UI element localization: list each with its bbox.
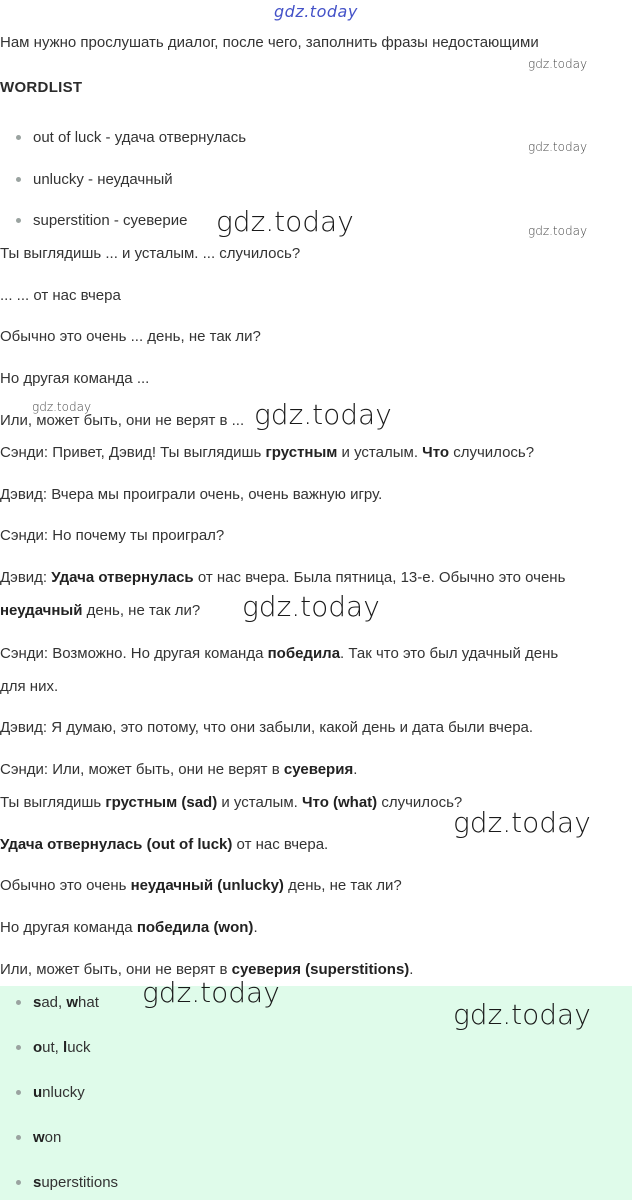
- watermark-small-2: gdz.today: [528, 140, 588, 154]
- answer-list-item: out, luck: [0, 1038, 91, 1058]
- answer-sentence: Обычно это очень неудачный (unlucky) день, не так ли?: [0, 877, 402, 894]
- bullet-icon: [16, 1000, 21, 1005]
- dialog-line: Дэвид: Вчера мы проиграли очень, очень важную игру.: [0, 486, 383, 503]
- bullet-icon: [16, 1045, 21, 1050]
- dialog-line: для них.: [0, 678, 59, 695]
- watermark-big-3: gdz.today: [242, 590, 380, 623]
- gap-sentence: Обычно это очень ... день, не так ли?: [0, 328, 261, 345]
- dialog-line: Дэвид: Я думаю, это потому, что они забыли, какой день и дата были вчера.: [0, 719, 534, 736]
- dialog-line: неудачный день, не так ли?: [0, 602, 201, 619]
- watermark-small-1: gdz.today: [528, 57, 588, 71]
- answer-list-item: superstitions: [0, 1173, 118, 1193]
- watermark-big-6: gdz.today: [453, 998, 591, 1031]
- dialog-line: Сэнди: Возможно. Но другая команда победила. Так что это был удачный день: [0, 645, 559, 662]
- answer-list-item: won: [0, 1128, 61, 1148]
- answer-sentence: Но другая команда победила (won).: [0, 919, 258, 936]
- answer-sentence: Ты выглядишь грустным (sad) и усталым. Что (what) случилось?: [0, 794, 463, 811]
- answer-list-item: unlucky: [0, 1083, 85, 1103]
- watermark-big-1: gdz.today: [216, 205, 354, 238]
- intro-text: Нам нужно прослушать диалог, после чего, заполнить фразы недостающими: [0, 34, 539, 51]
- watermark-big-2: gdz.today: [254, 398, 392, 431]
- dialog-line: Сэнди: Или, может быть, они не верят в суеверия.: [0, 761, 358, 778]
- wordlist-item: [0, 128, 246, 148]
- wordlist-item-text: unlucky - неудачный: [33, 171, 173, 188]
- bullet-icon: [16, 135, 21, 140]
- dialog-line: Сэнди: Привет, Дэвид! Ты выглядишь грустным и усталым. Что случилось?: [0, 444, 535, 461]
- gap-sentence: ... ... от нас вчера: [0, 287, 121, 304]
- answer-list-item: sad, what: [0, 993, 99, 1013]
- watermark-big-4: gdz.today: [453, 806, 591, 839]
- gap-sentence: Или, может быть, они не верят в ...: [0, 412, 245, 429]
- dialog-line: Сэнди: Но почему ты проиграл?: [0, 527, 225, 544]
- bullet-icon: [16, 1090, 21, 1095]
- answer-sentence: Удача отвернулась (out of luck) от нас вчера.: [0, 836, 329, 853]
- watermark-big-5: gdz.today: [142, 976, 280, 1009]
- gap-sentence: Ты выглядишь ... и усталым. ... случилось?: [0, 245, 301, 262]
- gap-sentence: Но другая команда ...: [0, 370, 150, 387]
- bullet-icon: [16, 1180, 21, 1185]
- wordlist-item: [0, 170, 173, 190]
- wordlist-item-text: out of luck - удача отвернулась: [33, 129, 247, 146]
- watermark-top: gdz.today: [274, 2, 358, 21]
- watermark-small-4: gdz.today: [32, 400, 92, 414]
- wordlist-item: [0, 211, 187, 231]
- bullet-icon: [16, 218, 21, 223]
- answer-sentence: Или, может быть, они не верят в суеверия (superstitions).: [0, 961, 414, 978]
- wordlist-item-text: superstition - суеверие: [33, 212, 188, 229]
- bullet-icon: [16, 1135, 21, 1140]
- watermark-small-3: gdz.today: [528, 224, 588, 238]
- bullet-icon: [16, 177, 21, 182]
- dialog-line: Дэвид: Удача отвернулась от нас вчера. Была пятница, 13-е. Обычно это очень: [0, 569, 566, 586]
- wordlist-heading: WORDLIST: [0, 79, 83, 96]
